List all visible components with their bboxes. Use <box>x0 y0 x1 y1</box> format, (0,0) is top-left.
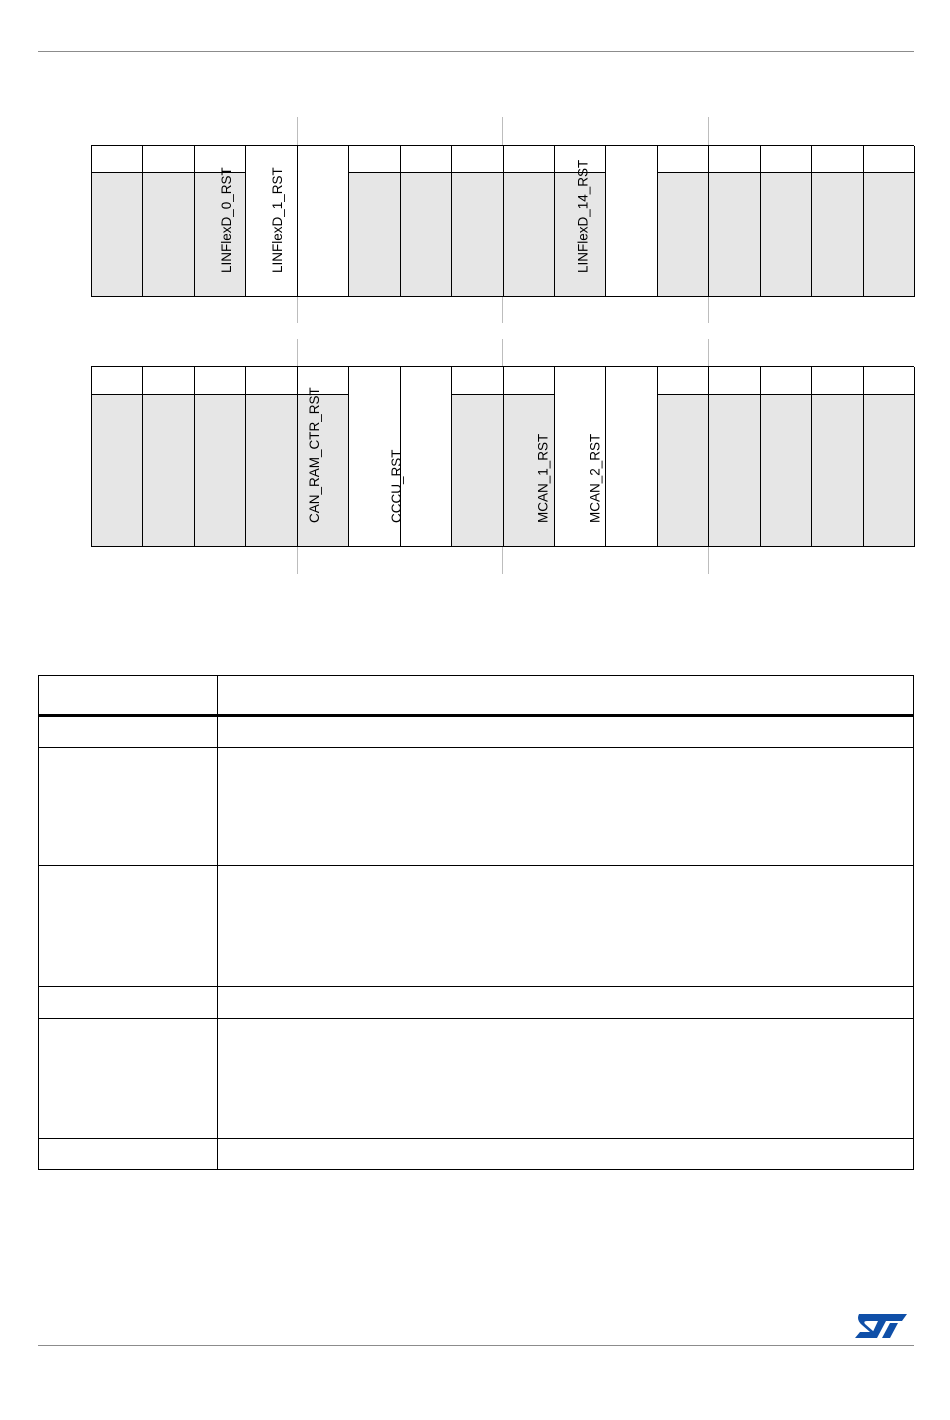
register-bit-cell <box>504 367 555 395</box>
register-bit-row <box>91 145 914 297</box>
table-header-cell <box>39 676 218 716</box>
register-bit-cell <box>143 367 195 395</box>
field-description-cell <box>218 1019 914 1139</box>
field-name-cell <box>39 866 218 987</box>
field-name-cell <box>39 987 218 1019</box>
bit-field-label: CCCU_RST <box>389 449 405 523</box>
field-description-cell <box>218 716 914 748</box>
register-bit-reserved <box>92 395 143 547</box>
bit-field-label: MCAN_2_RST <box>586 433 602 523</box>
register-bit-reserved <box>349 173 401 297</box>
register-bit-reserved <box>812 173 864 297</box>
register-bit-reserved <box>452 173 504 297</box>
field-description-cell <box>218 987 914 1019</box>
register-bit-cell <box>812 367 864 395</box>
register-bit-reserved <box>504 173 555 297</box>
register-bit-cell <box>658 146 709 173</box>
register-bit-cell <box>92 146 143 173</box>
field-description-cell <box>218 866 914 987</box>
register-bit-cell <box>452 367 504 395</box>
register-bit-cell <box>401 146 452 173</box>
register-bit-cell <box>92 367 143 395</box>
register-bit-cell <box>761 367 812 395</box>
register-bit-cell <box>349 146 401 173</box>
table-row <box>39 1019 914 1139</box>
register-bit-cell <box>864 146 915 173</box>
register-bit-reserved <box>92 173 143 297</box>
register-bit-cell <box>504 146 555 173</box>
footer-rule <box>38 1345 914 1346</box>
register-bit-reserved <box>761 395 812 547</box>
register-bit-reserved <box>709 173 761 297</box>
register-bit-row <box>91 366 914 547</box>
register-bit-reserved <box>401 173 452 297</box>
table-row <box>39 1139 914 1170</box>
register-bit-reserved <box>761 173 812 297</box>
register-bit-field <box>574 146 658 297</box>
field-name-cell <box>39 1019 218 1139</box>
register-bit-reserved <box>246 395 298 547</box>
register-bit-reserved <box>195 395 246 547</box>
field-description-cell <box>218 748 914 866</box>
bit-field-label: LINFlexD_14_RST <box>574 159 590 273</box>
bit-field-label: MCAN_1_RST <box>535 433 551 523</box>
register-bit-reserved <box>298 395 349 547</box>
register-bit-reserved <box>812 395 864 547</box>
st-logo-icon <box>853 1312 909 1340</box>
register-bit-reserved <box>709 395 761 547</box>
register-bit-reserved <box>658 395 709 547</box>
register-bit-cell <box>812 146 864 173</box>
bit-field-label: LINFlexD_0_RST <box>218 167 234 273</box>
register-bit-cell <box>143 146 195 173</box>
register-bit-cell <box>246 367 298 395</box>
register-bit-cell <box>195 367 246 395</box>
register-bit-reserved <box>658 173 709 297</box>
table-header-cell <box>218 676 914 716</box>
register-bit-cell <box>709 146 761 173</box>
table-row <box>39 987 914 1019</box>
register-bit-field <box>586 367 658 547</box>
field-description-table <box>38 675 914 1170</box>
bit-field-label: CAN_RAM_CTR_RST <box>306 387 322 523</box>
register-bit-reserved <box>864 395 915 547</box>
field-name-cell <box>39 1139 218 1170</box>
field-name-cell <box>39 716 218 748</box>
bit-field-label: LINFlexD_1_RST <box>270 167 286 273</box>
table-row <box>39 748 914 866</box>
register-bit-reserved <box>452 395 504 547</box>
register-bit-cell <box>761 146 812 173</box>
register-bit-cell <box>864 367 915 395</box>
register-bit-cell <box>709 367 761 395</box>
register-bit-field <box>389 367 452 547</box>
field-description-cell <box>218 1139 914 1170</box>
register-bit-field <box>270 146 349 297</box>
register-bit-cell <box>658 367 709 395</box>
header-rule <box>38 51 914 52</box>
table-row <box>39 716 914 748</box>
register-bit-reserved <box>143 395 195 547</box>
register-bit-reserved <box>143 173 195 297</box>
register-bit-reserved <box>864 173 915 297</box>
register-bit-cell <box>298 367 349 395</box>
register-bit-cell <box>452 146 504 173</box>
field-name-cell <box>39 748 218 866</box>
table-row <box>39 866 914 987</box>
table-header-row <box>39 676 914 716</box>
